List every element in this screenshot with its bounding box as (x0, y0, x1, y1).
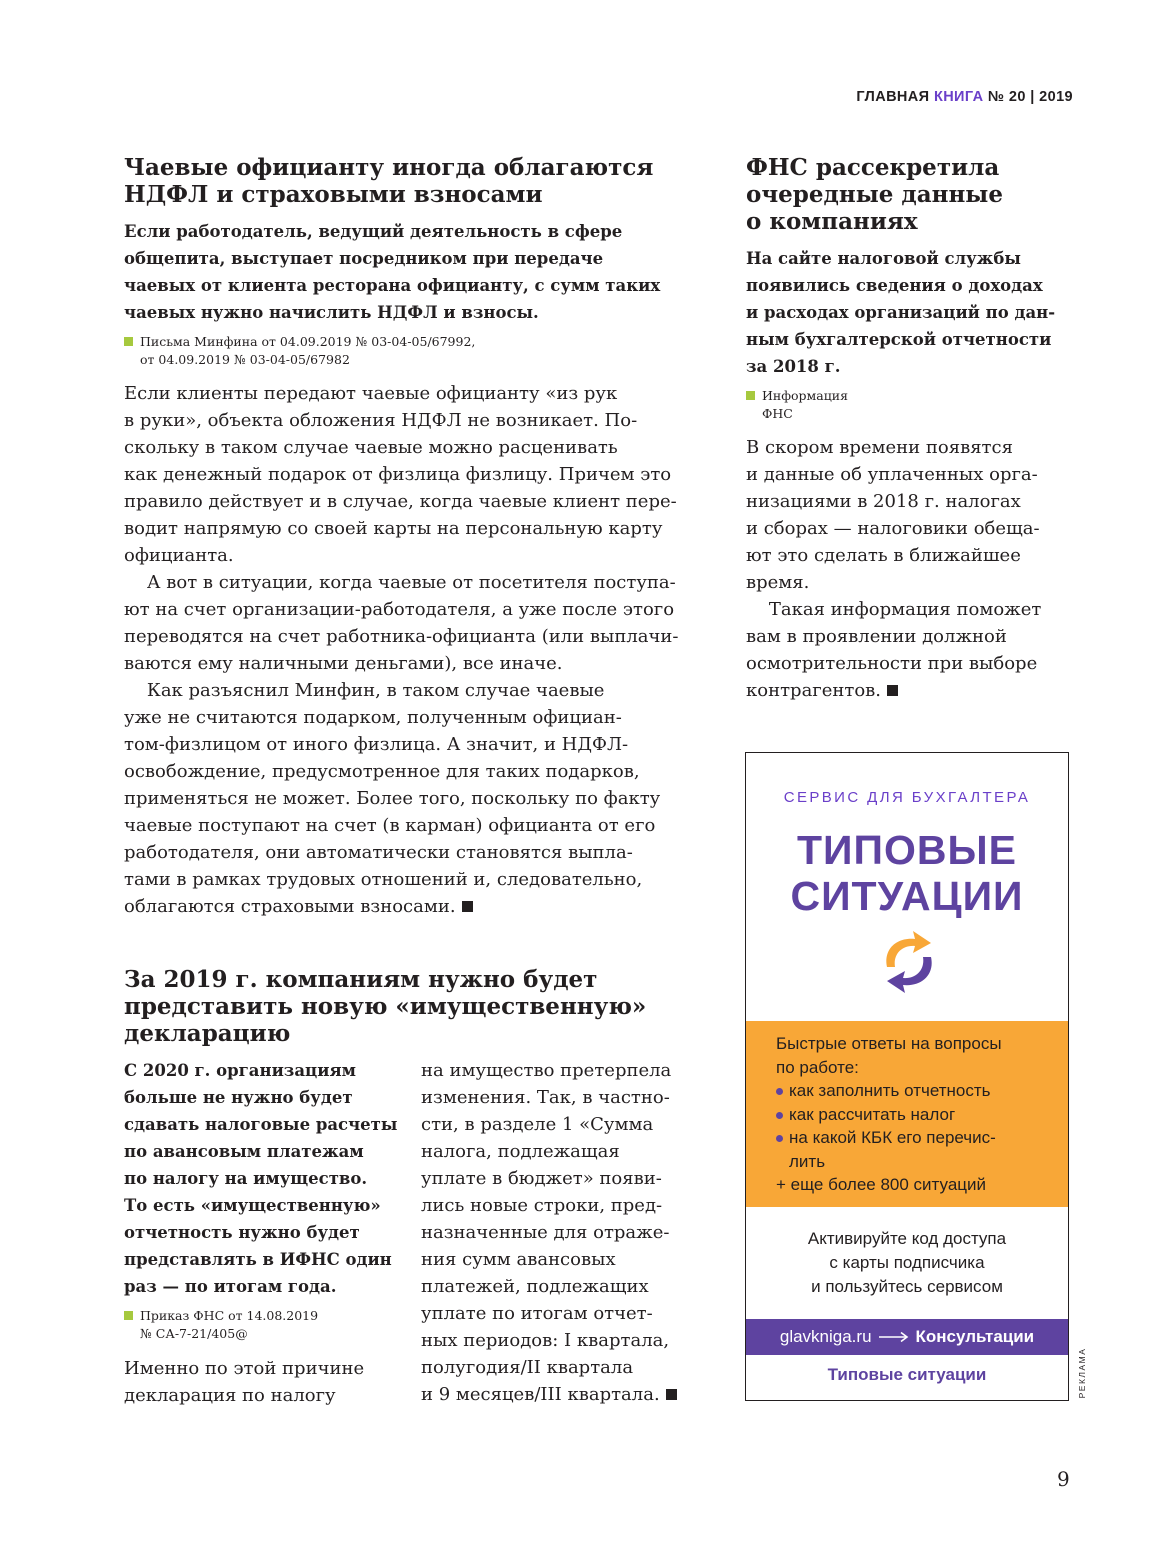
source-line: от 04.09.2019 № 03-04-05/67982 (140, 352, 350, 367)
ad-extra: + еще более 800 ситуаций (776, 1175, 987, 1194)
headline-line: Чаевые официанту иногда облагаются (124, 154, 654, 181)
headline-line: декларацию (124, 1020, 291, 1047)
body-line: работодателя, они автоматически становятся выпла- (124, 842, 633, 863)
headline-line: НДФЛ и страховыми взносами (124, 181, 543, 208)
body-line: в руки», объекта обложения НДФЛ не возникает. По- (124, 410, 638, 431)
body-line: время. (746, 572, 810, 593)
body-line: уже не считаются подарком, полученным официан- (124, 707, 622, 728)
article2-body-left (124, 1355, 414, 1409)
ad-title-line: СИТУАЦИИ (790, 873, 1024, 919)
lead-line: больше не нужно будет (124, 1088, 353, 1107)
page-number: 9 (1057, 1467, 1070, 1491)
lead-line: и расходах организаций по дан- (746, 303, 1056, 322)
body-line: Такая информация поможет (746, 599, 1042, 620)
ad-activate-line: с карты подписчика (829, 1253, 985, 1272)
body-line: том-физлицом от иного физлица. А значит, и НДФЛ- (124, 734, 629, 755)
article1-headline (124, 154, 684, 208)
body-line: водит напрямую со своей карты на персональную карту (124, 518, 663, 539)
body-line: назначенные для отраже- (421, 1222, 670, 1243)
lead-line: На сайте налоговой службы (746, 249, 1021, 268)
source-line: ФНС (762, 406, 793, 421)
body-line: уплате по итогам отчет- (421, 1303, 653, 1324)
lead-line: представлять в ИФНС один (124, 1250, 392, 1269)
body-line: сти, в разделе 1 «Сумма (421, 1114, 654, 1135)
ad-activate-line: Активируйте код доступа (807, 1229, 1007, 1248)
ad-side-label: РЕКЛАМА (1077, 1347, 1087, 1399)
source-marker-icon (746, 391, 755, 400)
body-line: уплате в бюджет» появи- (421, 1168, 662, 1189)
lead-line: раз — по итогам года. (124, 1277, 337, 1296)
body-line: Как разъяснил Минфин, в таком случае чаевые (124, 680, 605, 701)
ad-title (746, 827, 1068, 919)
body-line: платежей, подлежащих (421, 1276, 649, 1297)
body-line: правило действует и в случае, когда чаевые клиент пере- (124, 491, 677, 512)
headline-line: За 2019 г. компаниям нужно будет (124, 966, 598, 993)
lead-line: по налогу на имущество. (124, 1169, 368, 1188)
body-line: и 9 месяцев/III квартала. (421, 1384, 660, 1405)
headline-line: о компаниях (746, 208, 918, 235)
body-line: и данные об уплаченных орга- (746, 464, 1038, 485)
headline-line: ФНС рассекретила (746, 154, 1000, 181)
article3-source (746, 387, 848, 423)
ad-site-link[interactable] (746, 1319, 1068, 1355)
body-line: низациями в 2018 г. налогах (746, 491, 1021, 512)
lead-line: сдавать налоговые расчеты (124, 1115, 398, 1134)
ad-activate-text (746, 1227, 1068, 1299)
bullet-dot-icon (776, 1135, 783, 1142)
article1-body (124, 380, 699, 920)
body-line: ных периодов: I квартала, (421, 1330, 670, 1351)
bullet-dot-icon (776, 1112, 783, 1119)
body-line: ют это сделать в ближайшее (746, 545, 1021, 566)
advertisement-box[interactable] (745, 752, 1069, 1401)
lead-line: То есть «имущественную» (124, 1196, 381, 1215)
body-line: вам в проявлении должной (746, 626, 1007, 647)
ad-section[interactable]: Консультации (915, 1327, 1035, 1346)
body-line: освобождение, предусмотренное для таких подарков, (124, 761, 640, 782)
ad-bullet: на какой КБК его перечис- лить (776, 1126, 1002, 1173)
body-line: облагаются страховыми взносами. (124, 896, 456, 917)
refresh-arrows-icon (877, 927, 941, 997)
article2-body-right (421, 1057, 701, 1408)
lead-line: Если работодатель, ведущий деятельность в сфере (124, 222, 623, 241)
body-line: Именно по этой причине (124, 1358, 365, 1379)
source-line: Письма Минфина от 04.09.2019 № 03-04-05/67992, (140, 334, 476, 349)
ad-label: СЕРВИС ДЛЯ БУХГАЛТЕРА (783, 789, 1031, 806)
lead-line: за 2018 г. (746, 357, 841, 376)
article3-lead (746, 245, 1076, 380)
end-of-article-icon (887, 685, 898, 696)
body-line: В скором времени появятся (746, 437, 1013, 458)
masthead-issue: № 20 | 2019 (987, 89, 1073, 105)
headline-line: очередные данные (746, 181, 1003, 208)
end-of-article-icon (462, 901, 473, 912)
body-line: налога, подлежащая (421, 1141, 620, 1162)
body-line: ния сумм авансовых (421, 1249, 616, 1270)
article2-source (124, 1307, 318, 1343)
ad-activate-line: и пользуйтесь сервисом (811, 1277, 1003, 1296)
ad-bullet: как рассчитать налог (776, 1103, 1002, 1127)
body-line: переводятся на счет работника-официанта (или выплачи- (124, 626, 679, 647)
article2-lead (124, 1057, 414, 1300)
body-line: применяться не может. Более того, поскольку по факту (124, 788, 661, 809)
source-line: № СА-7-21/405@ (140, 1326, 248, 1341)
source-marker-icon (124, 1311, 133, 1320)
ad-site[interactable]: glavkniga.ru (779, 1327, 872, 1346)
lead-line: чаевых нужно начислить НДФЛ и взносы. (124, 303, 539, 322)
body-line: декларация по налогу (124, 1385, 336, 1406)
bullet-dot-icon (776, 1088, 783, 1095)
lead-line: по авансовым платежам (124, 1142, 364, 1161)
lead-line: общепита, выступает посредником при передаче (124, 249, 604, 268)
body-line: полугодия/II квартала (421, 1357, 634, 1378)
body-line: ваются ему наличными деньгами), все иначе. (124, 653, 563, 674)
body-line: на имущество претерпела (421, 1060, 672, 1081)
arrow-right-icon (878, 1331, 910, 1343)
article3-headline (746, 154, 1076, 235)
body-line: Если клиенты передают чаевые официанту «из рук (124, 383, 618, 404)
lead-line: появились сведения о доходах (746, 276, 1043, 295)
ad-subsection[interactable]: Типовые ситуации (827, 1365, 987, 1384)
body-line: чаевые поступают на счет (в карман) официанта от его (124, 815, 656, 836)
lead-line: чаевых от клиента ресторана официанту, с сумм таких (124, 276, 661, 295)
end-of-article-icon (666, 1389, 677, 1400)
source-line: Информация (762, 388, 848, 403)
body-line: контрагентов. (746, 680, 882, 701)
body-line: тами в рамках трудовых отношений и, следовательно, (124, 869, 643, 890)
ad-title-line: ТИПОВЫЕ (797, 827, 1017, 873)
body-line: А вот в ситуации, когда чаевые от посетителя поступа- (124, 572, 676, 593)
ad-intro-line: по работе: (776, 1057, 859, 1077)
article2-headline (124, 966, 684, 1047)
article1-source (124, 333, 475, 369)
ad-bullet: как заполнить отчетность (776, 1079, 1002, 1103)
body-line: официанта. (124, 545, 234, 566)
article3-body (746, 434, 1076, 704)
body-line: осмотрительности при выборе (746, 653, 1038, 674)
body-line: лись новые строки, пред- (421, 1195, 663, 1216)
source-line: Приказ ФНС от 14.08.2019 (140, 1308, 319, 1323)
body-line: скольку в таком случае чаевые можно расценивать (124, 437, 618, 458)
masthead-title: ГЛАВНАЯ (856, 89, 930, 105)
masthead-title-accent: КНИГА (933, 89, 984, 105)
lead-line: С 2020 г. организациям (124, 1061, 356, 1080)
body-line: изменения. Так, в частно- (421, 1087, 670, 1108)
body-line: и сборах — налоговики обеща- (746, 518, 1040, 539)
lead-line: отчетность нужно будет (124, 1223, 360, 1242)
body-line: как денежный подарок от физлица физлицу. Причем это (124, 464, 672, 485)
ad-features-block (746, 1021, 1068, 1207)
masthead (856, 89, 1073, 105)
lead-line: ным бухгалтерской отчетности (746, 330, 1052, 349)
article1-lead (124, 218, 694, 326)
headline-line: представить новую «имущественную» (124, 993, 647, 1020)
ad-intro-line: Быстрые ответы на вопросы (776, 1034, 1002, 1053)
body-line: ют на счет организации-работодателя, а уже после этого (124, 599, 675, 620)
source-marker-icon (124, 337, 133, 346)
